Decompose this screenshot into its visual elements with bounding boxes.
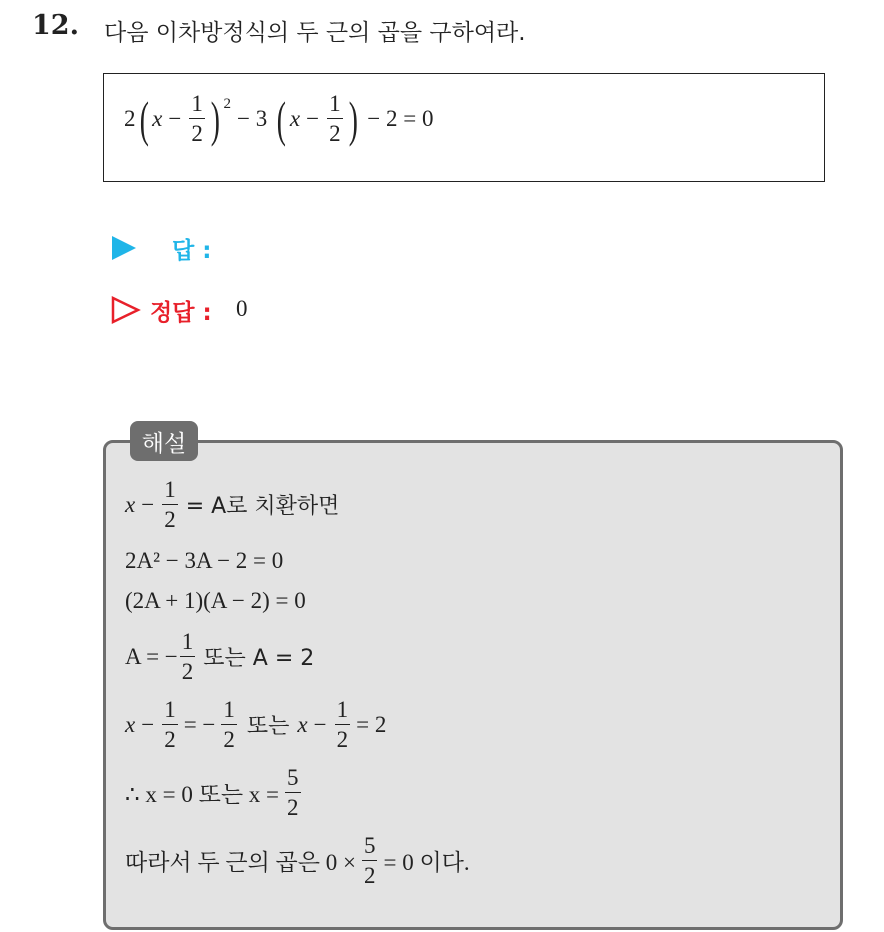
frac-numerator: 1 <box>162 478 178 505</box>
frac-denominator: 2 <box>181 659 194 684</box>
eq-var: x <box>152 105 163 131</box>
close-paren: ) <box>210 90 220 147</box>
eq-var: x <box>289 105 301 131</box>
fraction <box>162 478 178 531</box>
var-x: x <box>125 711 136 737</box>
equation-box <box>103 73 825 182</box>
equation <box>124 92 433 145</box>
fraction <box>335 698 351 751</box>
minus-sign: − <box>141 711 155 737</box>
line5-mid: = − <box>183 711 216 737</box>
frac-denominator: 2 <box>287 795 299 820</box>
frac-numerator: 1 <box>189 92 205 119</box>
eq-tail: − 2 = 0 <box>367 105 434 131</box>
line5-or: 또는 <box>246 714 290 739</box>
var-x: x <box>297 711 308 737</box>
explanation-line-6 <box>125 766 303 819</box>
answer-arrow-icon <box>112 236 136 260</box>
minus-sign: − <box>141 491 155 517</box>
frac-denominator: 2 <box>164 507 176 532</box>
frac-denominator: 2 <box>223 727 235 752</box>
close-paren: ) <box>348 90 358 147</box>
fraction <box>362 834 378 887</box>
question-text: 다음 이차방정식의 두 근의 곱을 구하여라. <box>104 20 526 46</box>
frac-numerator: 1 <box>335 698 351 725</box>
correct-arrow-icon <box>111 296 141 324</box>
line1-text: = A로 치환하면 <box>185 494 340 519</box>
frac-numerator: 1 <box>180 630 196 657</box>
eq-exponent: 2 <box>223 96 232 112</box>
line6-start: ∴ x = 0 또는 x = <box>125 782 280 807</box>
correct-answer-value: 0 <box>236 296 248 321</box>
correct-answer-label: 정답 : <box>150 300 212 326</box>
var-x: x <box>125 491 136 517</box>
open-paren: ( <box>139 90 149 147</box>
fraction <box>180 630 196 683</box>
fraction <box>285 766 301 819</box>
frac-numerator: 5 <box>362 834 378 861</box>
line4-end: 또는 A = 2 <box>203 646 315 671</box>
frac-numerator: 5 <box>285 766 301 793</box>
frac-numerator: 1 <box>221 698 237 725</box>
line4-start: A = − <box>125 643 178 669</box>
frac-denominator: 2 <box>336 727 349 752</box>
fraction <box>221 698 237 751</box>
explanation-line-4 <box>125 630 314 683</box>
eq-minus: − <box>168 105 182 131</box>
eq-middle: − 3 <box>237 105 268 131</box>
eq-fraction <box>189 92 205 145</box>
explanation-line-7 <box>125 834 470 887</box>
line7-start: 따라서 두 근의 곱은 0 × <box>125 850 356 875</box>
line7-end: = 0 이다. <box>383 850 470 875</box>
eq-fraction <box>327 92 343 145</box>
explanation-line-3: (2A + 1)(A − 2) = 0 <box>125 588 306 613</box>
frac-denominator: 2 <box>191 121 203 146</box>
explanation-tag: 해설 <box>130 421 198 461</box>
fraction <box>162 698 178 751</box>
frac-denominator: 2 <box>164 727 176 752</box>
frac-numerator: 1 <box>162 698 178 725</box>
explanation-line-1 <box>125 478 339 531</box>
frac-numerator: 1 <box>327 92 343 119</box>
answer-label: 답 : <box>172 238 212 264</box>
minus-sign: − <box>313 711 327 737</box>
line5-end: = 2 <box>356 711 387 737</box>
frac-denominator: 2 <box>363 863 376 888</box>
open-paren: ( <box>276 90 287 147</box>
explanation-line-2: 2A² − 3A − 2 = 0 <box>125 548 284 573</box>
eq-minus: − <box>306 105 320 131</box>
frac-denominator: 2 <box>329 121 341 146</box>
explanation-line-5 <box>125 698 386 751</box>
eq-coef: 2 <box>124 105 136 131</box>
question-number: 12. <box>32 10 79 41</box>
